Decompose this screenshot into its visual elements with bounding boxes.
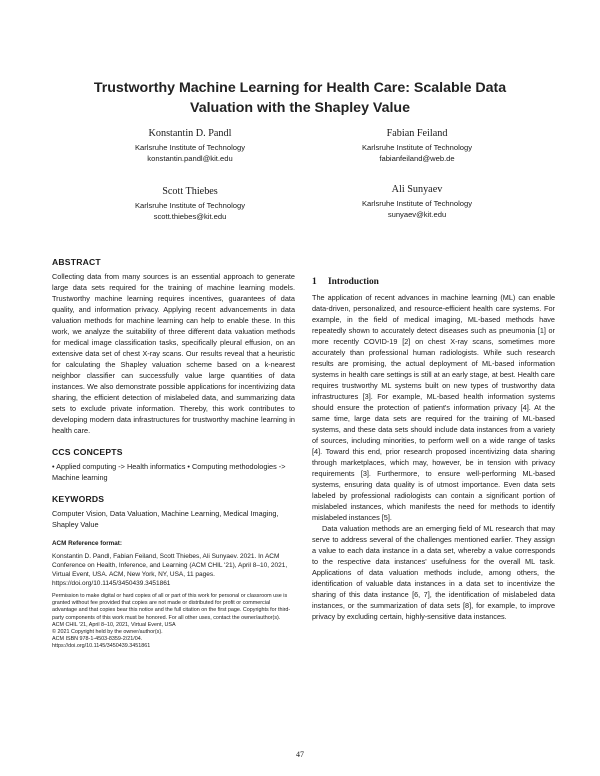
author-name: Ali Sunyaev bbox=[391, 184, 443, 195]
section-title: Introduction bbox=[328, 277, 379, 287]
isbn-line: ACM ISBN 978-1-4503-8359-2/21/04. bbox=[52, 636, 143, 643]
right-column bbox=[312, 276, 555, 622]
title-line-1: Trustworthy Machine Learning for Health Care: Scalable Data bbox=[93, 80, 507, 96]
author-affiliation: Karlsruhe Institute of Technology bbox=[134, 201, 246, 210]
author-affiliation: Karlsruhe Institute of Technology bbox=[134, 143, 246, 152]
author-name: Scott Thiebes bbox=[162, 186, 218, 197]
introduction-paragraph-2: Data valuation methods are an emerging field of ML research that may serve to address several of the challenges mentioned earlier. They assign a value to each data instance in a data set, whereby a value corresponds to the respective data instances' usefulness for the overall ML task. Applications of data valuation methods include, among others, the identification of valuable data instances in a data set to incentivize the sharing of this data instance [6, 7], the identification of mislabeled data instances, or the summarization of data sets [8], for example, to improve privacy by excluding certain, highly-sensitive data instances. bbox=[312, 524, 555, 621]
abstract-text: Collecting data from many sources is an essential approach to generate large data sets required for the training of machine learning models. Trustworthy machine learning requires incentives, guarantees of data quality, and information privacy. Applying recent advancements in data valuation methods for machine learning can help to enable these. In this work, we analyze the suitability of three different data valuation methods for medical image classification tasks, specifically pleural effusion, on an extensive data set of chest X-ray scans. Our results reveal that a heuristic for calculating the Shapley valuation scheme based on a k-nearest neighbor classifier can successfully value large quantities of data instances. We also demonstrate possible applications for incentivizing data sharing, the efficient detection of mislabeled data, and summarizing data sets to exclude private information. Thereby, this work contributes to developing modern data infrastructures for trustworthy machine learning in health care. bbox=[52, 272, 295, 435]
author-block-3 bbox=[80, 185, 300, 222]
introduction-heading bbox=[312, 276, 555, 288]
keywords-text: Computer Vision, Data Valuation, Machine Learning, Medical Imaging, Shapley Value bbox=[52, 509, 279, 529]
author-affiliation: Karlsruhe Institute of Technology bbox=[361, 199, 473, 208]
keywords-heading: KEYWORDS bbox=[52, 494, 105, 504]
author-name: Konstantin D. Pandl bbox=[148, 128, 232, 139]
copyright-line: © 2021 Copyright held by the owner/author(s). bbox=[52, 629, 163, 636]
author-email: fabianfeiland@web.de bbox=[379, 154, 455, 163]
abstract-heading: ABSTRACT bbox=[52, 257, 101, 267]
conference-line: ACM CHIL '21, April 8–10, 2021, Virtual Event, USA bbox=[52, 621, 176, 628]
page-number: 47 bbox=[296, 750, 304, 759]
author-email: konstantin.pandl@kit.edu bbox=[147, 154, 233, 163]
ccs-text: • Applied computing -> Health informatics • Computing methodologies -> Machine learning bbox=[52, 462, 286, 482]
doi-line: https://doi.org/10.1145/3450439.3451861 bbox=[52, 643, 151, 650]
section-number: 1 bbox=[312, 277, 317, 287]
author-email: sunyaev@kit.edu bbox=[387, 210, 447, 219]
title-line-2: Valuation with the Shapley Value bbox=[190, 100, 410, 116]
author-block-1 bbox=[80, 127, 300, 164]
author-affiliation: Karlsruhe Institute of Technology bbox=[361, 143, 473, 152]
author-email: scott.thiebes@kit.edu bbox=[153, 212, 227, 221]
ccs-heading: CCS CONCEPTS bbox=[52, 447, 123, 457]
author-block-2 bbox=[307, 127, 527, 164]
author-name: Fabian Feiland bbox=[386, 128, 448, 139]
permission-notice: Permission to make digital or hard copies of all or part of this work for personal or classroom use is granted without fee provided that copies are not made or distributed for profit or commercial advantage and that copies bear this notice and the full citation on the first page. Copyrights for third-party components of this work must be honored. For all other uses, contact the owner/author(s). bbox=[52, 593, 291, 621]
left-column bbox=[52, 256, 295, 651]
reference-format-heading: ACM Reference format: bbox=[52, 540, 122, 547]
reference-format-text: Konstantin D. Pandl, Fabian Feiland, Scott Thiebes, Ali Sunyaev. 2021. In ACM Conference on Health, Inference, and Learning (ACM CHIL '21), April 8–10, 2021, Virtual Event, USA. ACM, New York, NY, USA, 11 pages. https://doi.org/10.1145/3450439.3451861 bbox=[52, 553, 288, 587]
author-block-4 bbox=[307, 183, 527, 220]
paper-title bbox=[40, 78, 560, 118]
introduction-paragraph-1: The application of recent advances in machine learning (ML) can enable data-driven, personalized, and resource-efficient health care systems. For example, in the field of medical imaging, ML-based methods have repeatedly shown to accurately detect diseases such as pneumonia [1] or more recently COVID-19 [2] on chest X-ray scans, sometimes more accurately than professional human radiologists. While such research results are promising, the actual deployment of ML-based information systems in health care settings is still at an early stage, at best. Health care requires trustworthy ML systems built on new types of trustworthy data infrastructures [3]. For example, ML-based health information systems should ensure the protection of patient's information privacy [4]. At the same time, large data sets are required for the training of ML-based systems, and these data sets should include data instances from a variety of sources, including minorities, to perform well on a wide range of tasks [4]. Toward this end, prior research proposed incentivizing data sharing through marketplaces, which may, however, be in tension with privacy requirements [3]. Furthermore, to ensure well-performing ML-based systems, ensuring data quality is of utmost importance. Even data sets labeled by professional radiologists can contain a significant portion of mislabeled instances, which manifests the need for methods to identify mislabeled instances [5]. bbox=[312, 293, 555, 522]
